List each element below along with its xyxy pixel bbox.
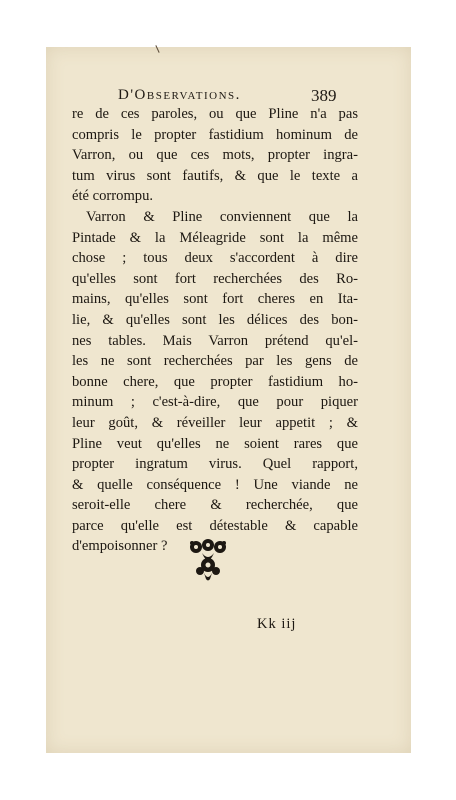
text-line: d'empoisonner ? bbox=[72, 538, 168, 555]
text-line: mains, qu'elles sont fort cheres en Ita- bbox=[72, 291, 358, 308]
text-line: chose ; tous deux s'accordent à dire bbox=[72, 250, 358, 267]
page-number: 389 bbox=[311, 86, 337, 105]
text-line: Varron & Pline conviennent que la bbox=[86, 208, 358, 225]
text-line: qu'elles sont fort recherchées des Ro- bbox=[72, 270, 358, 287]
fleuron-ornament-icon bbox=[182, 537, 234, 583]
text-line: parce qu'elle est détestable & capable bbox=[72, 517, 358, 534]
text-line: Pintade & la Méleagride sont la même bbox=[72, 229, 358, 246]
text-line: leur goût, & réveiller leur appetit ; & bbox=[72, 414, 358, 431]
signature-mark: Kk iij bbox=[257, 616, 297, 632]
body-text bbox=[72, 104, 358, 557]
text-line: propter ingratum virus. Quel rapport, bbox=[72, 456, 358, 473]
text-line: compris le propter fastidium hominum de bbox=[72, 126, 358, 143]
text-line: minum ; c'est-à-dire, que pour piquer bbox=[72, 394, 358, 411]
text-line: Pline veut qu'elles ne soient rares que bbox=[72, 435, 358, 452]
text-line: re de ces paroles, ou que Pline n'a pas bbox=[72, 106, 358, 122]
text-line: seroit-elle chere & recherchée, que bbox=[72, 497, 358, 514]
text-line: bonne chere, que propter fastidium ho- bbox=[72, 373, 358, 390]
page-mark bbox=[155, 45, 159, 53]
running-title: D'Observations. bbox=[118, 87, 241, 103]
text-line: les ne sont recherchées par les gens de bbox=[72, 353, 358, 370]
text-line: lie, & qu'elles sont les délices des bon- bbox=[72, 311, 358, 328]
text-line: été corrompu. bbox=[72, 188, 154, 205]
book-page bbox=[46, 47, 411, 753]
text-line: & quelle conséquence ! Une viande ne bbox=[72, 476, 358, 493]
text-line: Varron, ou que ces mots, propter ingra- bbox=[72, 147, 358, 164]
text-line: nes tables. Mais Varron prétend qu'el- bbox=[72, 332, 358, 349]
text-line: tum virus sont fautifs, & que le texte a bbox=[72, 167, 358, 184]
